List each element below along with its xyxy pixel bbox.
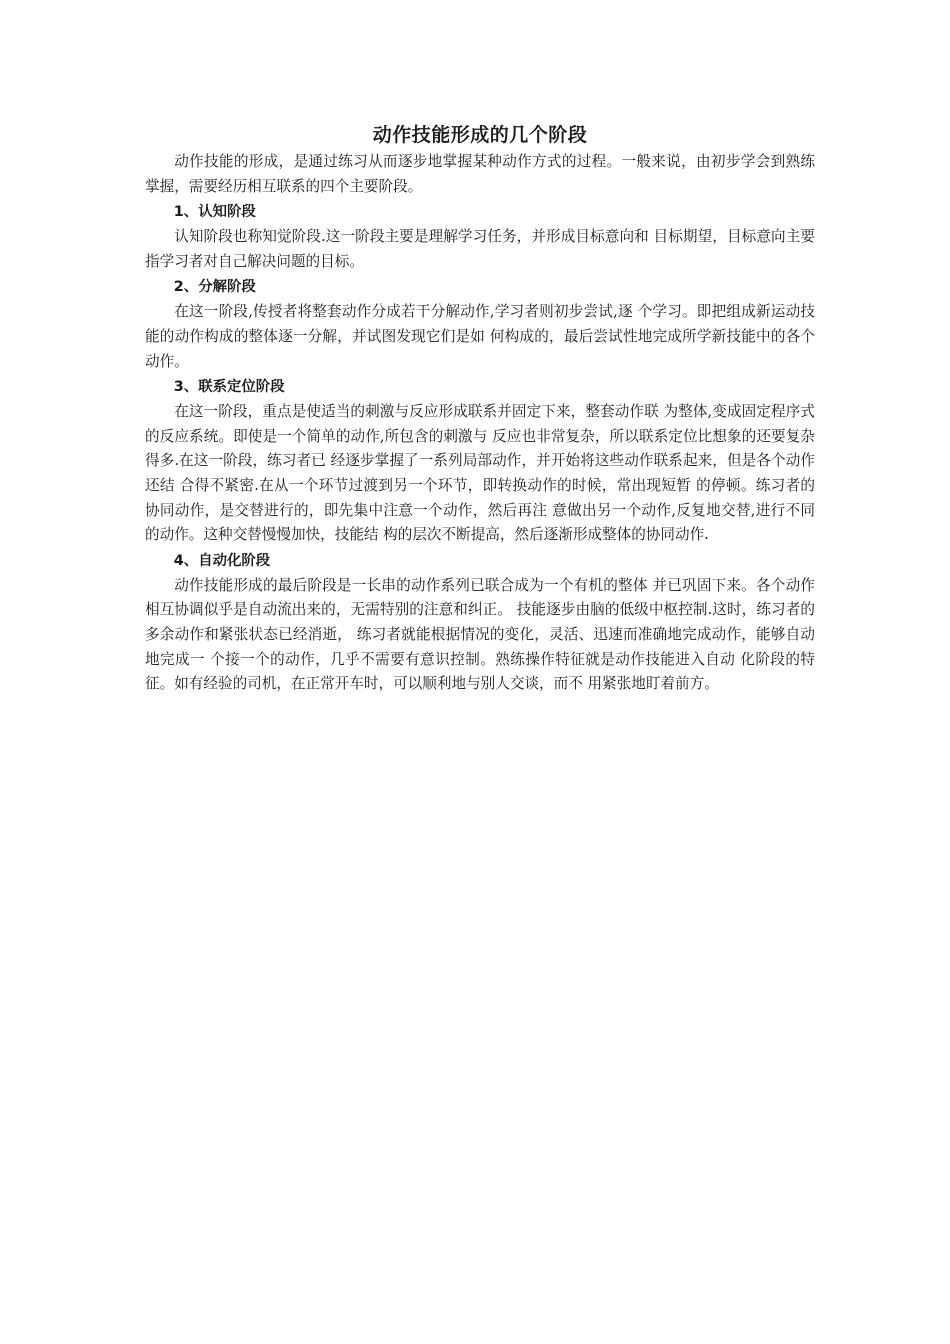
- document-page: [145, 120, 815, 697]
- section-body-automation: 动作技能形成的最后阶段是一长串的动作系列已联合成为一个有机的整体 并已巩固下来。各个动作相互协调似乎是自动流出来的，无需特别的注意和纠正。 技能逐步由脑的低级中枢控制.这时，练习者的多余动作和紧张状态已经消逝， 练习者就能根据情况的变化，灵活、迅速而准确地完成动作，能够自动地完成一 个接一个的动作，几乎不需要有意识控制。熟练操作特征就是动作技能进入自动 化阶段的特征。如有经验的司机，在正常开车时，可以顺利地与别人交谈，而不 用紧张地盯着前方。: [145, 576, 815, 693]
- document-title: 动作技能形成的几个阶段: [372, 124, 588, 146]
- section-heading-automation: 4、自动化阶段: [173, 552, 271, 569]
- section-heading-association: 3、联系定位阶段: [173, 379, 285, 396]
- section-body-cognitive: 认知阶段也称知觉阶段.这一阶段主要是理解学习任务，并形成目标意向和 目标期望，目标意向主要指学习者对自己解决问题的目标。: [145, 228, 815, 270]
- intro-paragraph: 动作技能的形成，是通过练习从而逐步地掌握某种动作方式的过程。一般来说，由初步学会到熟练掌握，需要经历相互联系的四个主要阶段。: [145, 153, 815, 195]
- section-heading-decomposition: 2、分解阶段: [173, 279, 256, 296]
- section-body-decomposition: 在这一阶段,传授者将整套动作分成若干分解动作,学习者则初步尝试,逐 个学习。即把组成新运动技能的动作构成的整体逐一分解，并试图发现它们是如 何构成的，最后尝试性地完成所学新技能中的各个动作。: [145, 303, 815, 370]
- section-body-association: 在这一阶段，重点是使适当的刺激与反应形成联系并固定下来，整套动作联 为整体,变成固定程序式的反应系统。即使是一个简单的动作,所包含的刺激与 反应也非常复杂，所以联系定位比想象的还要复杂得多.在这一阶段，练习者已 经逐步掌握了一系列局部动作，并开始将这些动作联系起来，但是各个动作还结 合得不紧密.在从一个环节过渡到另一个环节，即转换动作的时候，常出现短暂 的停顿。练习者的协同动作，是交替进行的，即先集中注意一个动作，然后再注 意做出另一个动作,反复地交替,进行不同的动作。这种交替慢慢加快，技能结 构的层次不断提高，然后逐渐形成整体的协同动作.: [145, 403, 815, 544]
- section-heading-cognitive: 1、认知阶段: [173, 204, 256, 221]
